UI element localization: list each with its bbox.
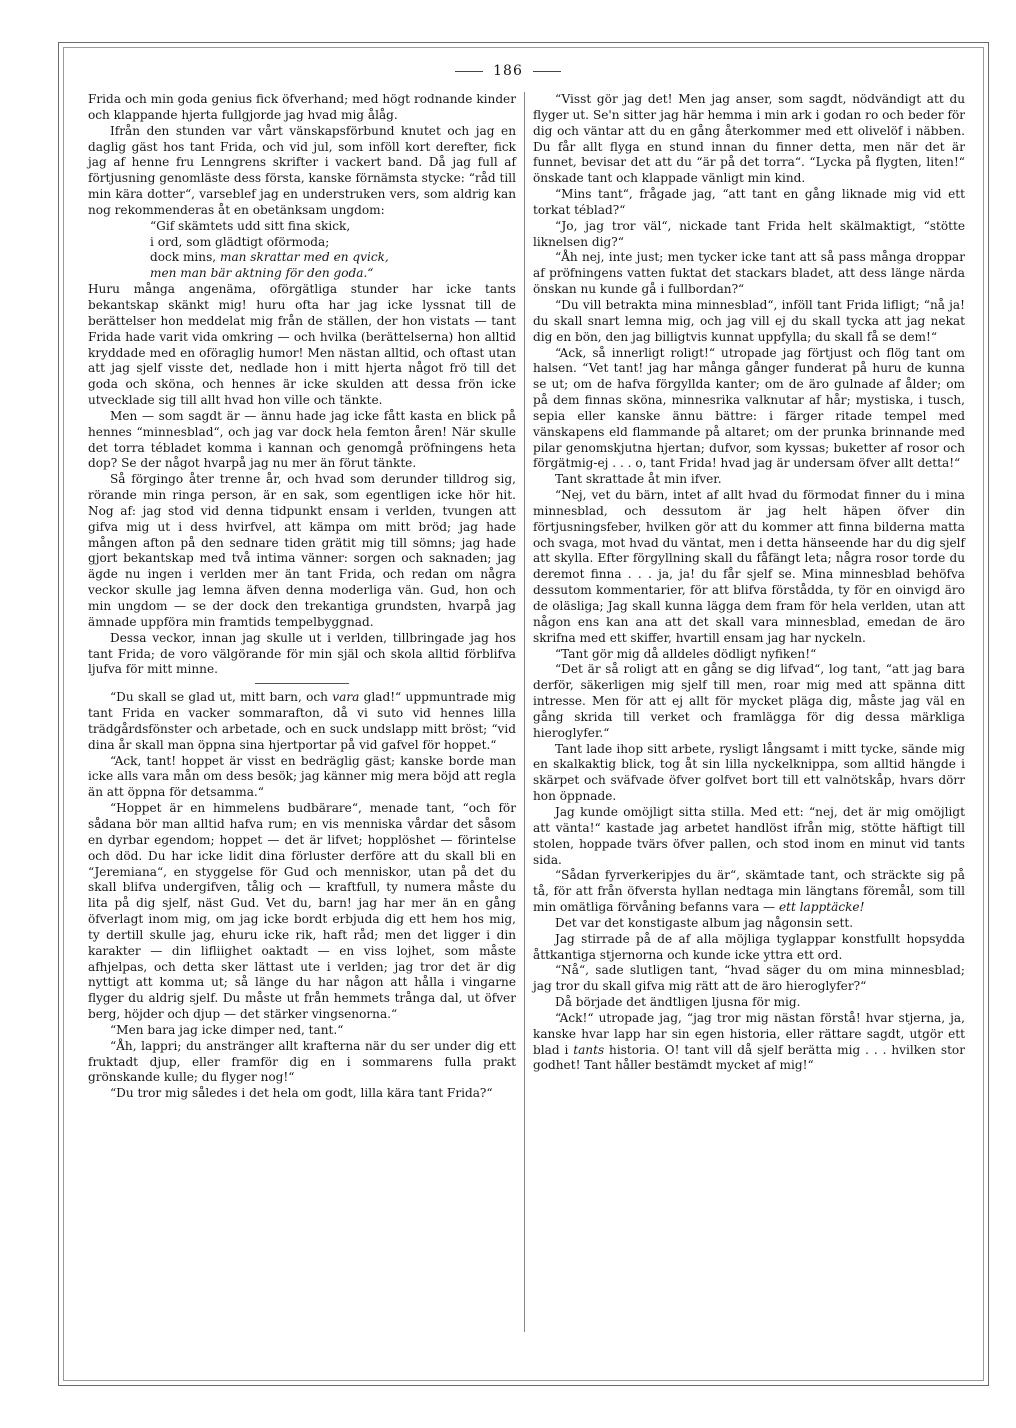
column-divider — [524, 92, 525, 1332]
paragraph: “Du vill betrakta mina minnesblad“, inföll tant Frida lifligt; “nå ja! du skall snart lemna mig, och jag vill ej du skall tycka att jag nekat dig en bön, den jag billigtvis kunnat uppfylla; du skall få se dem!“ — [533, 297, 965, 344]
poem-quote — [150, 219, 516, 282]
right-column — [533, 92, 965, 1074]
page-number: 186 — [493, 63, 523, 79]
paragraph-part: historia. O! tant vill då sjelf berätta mig . . . hvilken stor godhet! Tant håller bestämdt mycket af mig!“ — [533, 1042, 965, 1073]
left-column — [88, 92, 516, 1102]
poem-line: i ord, som glädtigt oförmoda; — [150, 234, 330, 249]
paragraph: “Hoppet är en himmelens budbärare“, menade tant, “och för sådana bör man alltid hafva rum; en vis menniska vårdar det såsom en dyrbar egendom; hoppet — det är lifvet; hopplöshet — förintelse och död. Du har icke lidit dina förluster derföre att du skall bli en “Jeremiana“, en styggelse för Gud och menniskor, utan på det du skall blifva undergifven, tålig och — kraftfull, ty numera måste du lita på dig sjelf, näst Gud. Vet du, barn! jag har mer än en gång öfverlagt inom mig, om jag icke bordt erbjuda dig ett hem hos mig, ty dertill skulle jag, ehuru icke rik, haft råd; men det ligger i din karakter — din lifliighet oaktadt — en viss lojhet, som måste afhjelpas, och detta sker lättast ute i verlden; jag tror det är dig nyttigt att komma ut; så länge du har någon att hålla i vingarne flyger du aldrig sjelf. Du måste ut från hemmets trånga dal, ut öfver berg, höjder och djup — det stärker vingsenorna.“ — [88, 801, 516, 1022]
paragraph-part: “Ack!“ utropade jag, “jag tror mig nästan förstå! hvar stjerna, ja, kanske hvar lapp har sin egen historia, eller rättare sagdt, utgör ett blad i — [533, 1010, 965, 1057]
paragraph: “Ack, så innerligt roligt!“ utropade jag förtjust och flög tant om halsen. “Vet tant! jag har många gånger funderat på huru de kunna se ut; om de hafva förgyllda kanter; om de äro gulnade af ålder; om på dem finnas sköna, minnesrika valknutar af hår; mystiska, i tusch, sepia eller kanske ännu bättre: i färger ritade tempel med vänskapens eld flammande på altaret; om der prunka brinnande med pilar genomskjutna hjertan; dufvor, som kyssas; buketter af rosor och förgätmig-ej . . . o, tant Frida! hvad jag är undersam öfver allt detta!“ — [533, 345, 965, 471]
paragraph: “Visst gör jag det! Men jag anser, som sagdt, nödvändigt att du flyger ut. Se'n sitter jag här hemma i min ark i godan ro och beder för dig och väntar att du en gång återkommer med ett olivelöf i näbben. Du får allt flyga en stund innan du finner detta, men när det är funnet, bevisar det att du “är på det torra“. “Lycka på flygten, liten!“ önskade tant och klappade vänligt min kind. — [533, 92, 965, 186]
paragraph: Frida och min goda genius fick öfverhand; med högt rodnande kinder och klappande hjerta fullgjorde jag hvad mig ålåg. — [88, 92, 516, 122]
paragraph: “Åh, lappri; du anstränger allt krafterna när du ser under dig ett fruktadt djup, eller framför dig en i sommarens fulla prakt grönskande kulle; du flyger nog!“ — [88, 1038, 516, 1085]
paragraph: “Tant gör mig då alldeles dödligt nyfiken!“ — [555, 646, 817, 661]
poem-line: men man bär aktning för den goda.“ — [150, 266, 374, 281]
paragraph-emphasis: tants — [573, 1042, 605, 1057]
paragraph — [88, 690, 516, 753]
paragraph-emphasis: vara — [332, 690, 360, 705]
paragraph: “Ack, tant! hoppet är visst en bedräglig gäst; kanske borde man icke alls vara mån om dess besök; jag känner mig mera böjd att regla än att öppna för detsamma.“ — [88, 753, 516, 800]
paragraph-emphasis: ett lapptäcke! — [778, 900, 865, 915]
paragraph: Då började det ändtligen ljusna för mig. — [555, 995, 801, 1010]
paragraph: Huru många angenäma, oförgätliga stunder har icke tants bekantskap skänkt mig! huru ofta har jag icke lyssnat till de berättelser hon meddelat mig från de ställen, der hon vistats — tant Frida hade varit vida omkring — och hvilka (berättelserna) hon alltid kryddade med en oföraglig humor! Men nästan alltid, och oftast utan att jag sjelf visste det, nedlade hon i mitt hjerta något frö till det goda och sköna, och hennes är icke skulden att dessa frön icke utvecklade sig till allt hvad hon ville och tänkte. — [88, 282, 516, 408]
paragraph: Jag kunde omöjligt sitta stilla. Med ett: “nej, det är mig omöjligt att vänta!“ kastade jag arbetet handlöst ifrån mig, stötte häftigt till stolen, hoppade tvärs öfver pallen, och stod inom en minut vid tants sida. — [533, 804, 965, 867]
paragraph: Tant skrattade åt min ifver. — [555, 472, 722, 487]
paragraph: “Mins tant“, frågade jag, “att tant en gång liknade mig vid ett torkat téblad?“ — [533, 187, 965, 217]
dash-right — [533, 71, 561, 72]
paragraph-part: “Du skall se glad ut, mitt barn, och — [110, 690, 333, 705]
paragraph: Så förgingo åter trenne år, och hvad som derunder tilldrog sig, rörande min ringa person, är en sak, som egentligen icke hör hit. Nog af: jag stod vid denna tidpunkt ensam i verlden, tvungen att gifva mig ut i dess hvirfvel, att kämpa om mitt bröd; jag hade mången afton på den sednare tiden grätit mig till sömns; jag hade gjort bekantskap med två intima vänner: sorgen och saknaden; jag ägde nu ingen i verlden mer än tant Frida, och redan om några veckor skulle jag lemna äfven denna moderliga vän. Gud, hon och min ungdom — se der dock den trekantiga grundsten, hvarpå jag ämnade uppföra min framtids tempelbyggnad. — [88, 472, 516, 629]
paragraph: “Det är så roligt att en gång se dig lifvad“, log tant, “att jag bara derför, säkerligen mig sjelf till men, roar mig med att spänna ditt intresse. Men för att ej allt för mycket pläga dig, måste jag väl en gång skrida till verket och framlägga för dig dessa märkliga hieroglyfer.“ — [533, 662, 965, 740]
poem-line-emphasis: man skrattar med en qvick, — [220, 250, 389, 265]
paragraph — [533, 1011, 965, 1074]
paragraph-part: “Sådan fyrverkeripjes du är“, skämtade tant, och sträckte sig på tå, för att från öfversta hyllan nedtaga min längtans föremål, som till min omätliga förvåning befanns vara — — [533, 868, 965, 915]
paragraph: “Jo, jag tror väl“, nickade tant Frida helt skälmaktigt, “stötte liknelsen dig?“ — [533, 218, 965, 249]
paragraph: Ifrån den stunden var vårt vänskapsförbund knutet och jag en daglig gäst hos tant Frida, och vid jul, som inföll kort derefter, fick jag af henne fru Lenngrens skrifter i vackert band. Då jag full af förtjusning genomläste dess första, kanske förnämsta stycke: “råd till min kära dotter“, varseblef jag en understruken vers, som aldrig kan nog rekommenderas åt en obetänksam ungdom: — [88, 123, 516, 217]
poem-line-part: dock mins, — [150, 250, 220, 265]
paragraph: Men — som sagdt är — ännu hade jag icke fått kasta en blick på hennes “minnesblad“, och jag var dock hela femton åren! När skulle det torra tébladet komma i kannan och genomgå pröfningens heta dop? Se der något hvarpå jag nu mer än förut tänkte. — [88, 408, 516, 471]
paragraph — [533, 868, 965, 916]
page-number-line — [0, 63, 1016, 79]
paragraph: “Åh nej, inte just; men tycker icke tant att så pass många droppar af pröfningens vatten fuktat det stackars bladet, att dess länge närda önskan nu kunde gå i fullbordan?“ — [533, 250, 965, 297]
poem-line: “Gif skämtets udd sitt fina skick, — [150, 218, 351, 233]
section-separator — [255, 683, 349, 684]
paragraph: “Men bara jag icke dimper ned, tant.“ — [110, 1022, 344, 1037]
paragraph-part: glad!“ uppmuntrade mig tant Frida en vacker sommarafton, då vi suto vid hennes lilla trädgårdsfönster och arbetade, och en suck undslapp mitt bröst; “vid dina år skall man öppna sina hjertportar på vid gafvel för hoppet.“ — [88, 690, 516, 752]
paragraph: “Du tror mig således i det hela om godt, lilla kära tant Frida?“ — [110, 1086, 493, 1101]
paragraph: “Nej, vet du bärn, intet af allt hvad du förmodat finner du i mina minnesblad, och dessutom är jag helt häpen öfver din förtjusningsfeber, hvilken gör att du kommer att finna bilderna matta och svaga, mot hvad du väntat, men i detta hänseende har du dig sjelf att skylla. Efter förgyllning skall du fåfängt leta; några rosor torde du deremot finna . . . ja, ja! du får sjelf se. Mina minnesblad behöfva dessutom kommentarier, för att blifva förstådda, ty för en oinvigd äro de oläsliga; Jag skall kunna lägga dem fram för hela verlden, utan att någon ens kan ana att det skall vara minnesblad, emedan de äro skrifna med ett skiffer, hvartill ensam jag har nyckeln. — [533, 488, 965, 645]
paragraph: Dessa veckor, innan jag skulle ut i verlden, tillbringade jag hos tant Frida; de voro välgörande för min själ och skola alltid förblifva ljufva för mitt minne. — [88, 630, 516, 677]
dash-left — [455, 71, 483, 72]
poem-line — [150, 250, 516, 266]
paragraph: “Nå“, sade slutligen tant, “hvad säger du om mina minnesblad; jag tror du skall gifva mig rätt att de äro hieroglyfer?“ — [533, 963, 965, 994]
paragraph: Jag stirrade på de af alla möjliga tyglappar konstfullt hopsydda åttkantiga stjernorna och kunde icke yttra ett ord. — [533, 931, 965, 962]
paragraph: Det var det konstigaste album jag någonsin sett. — [555, 915, 854, 930]
paragraph: Tant lade ihop sitt arbete, rysligt långsamt i mitt tycke, sände mig en skalkaktig blick, tog åt sin lilla nyckelknippa, som alltid hängde i skärpet och sväfvade öfver golfvet bort till ett valnötskåp, hvars dörr hon öppnade. — [533, 741, 965, 804]
